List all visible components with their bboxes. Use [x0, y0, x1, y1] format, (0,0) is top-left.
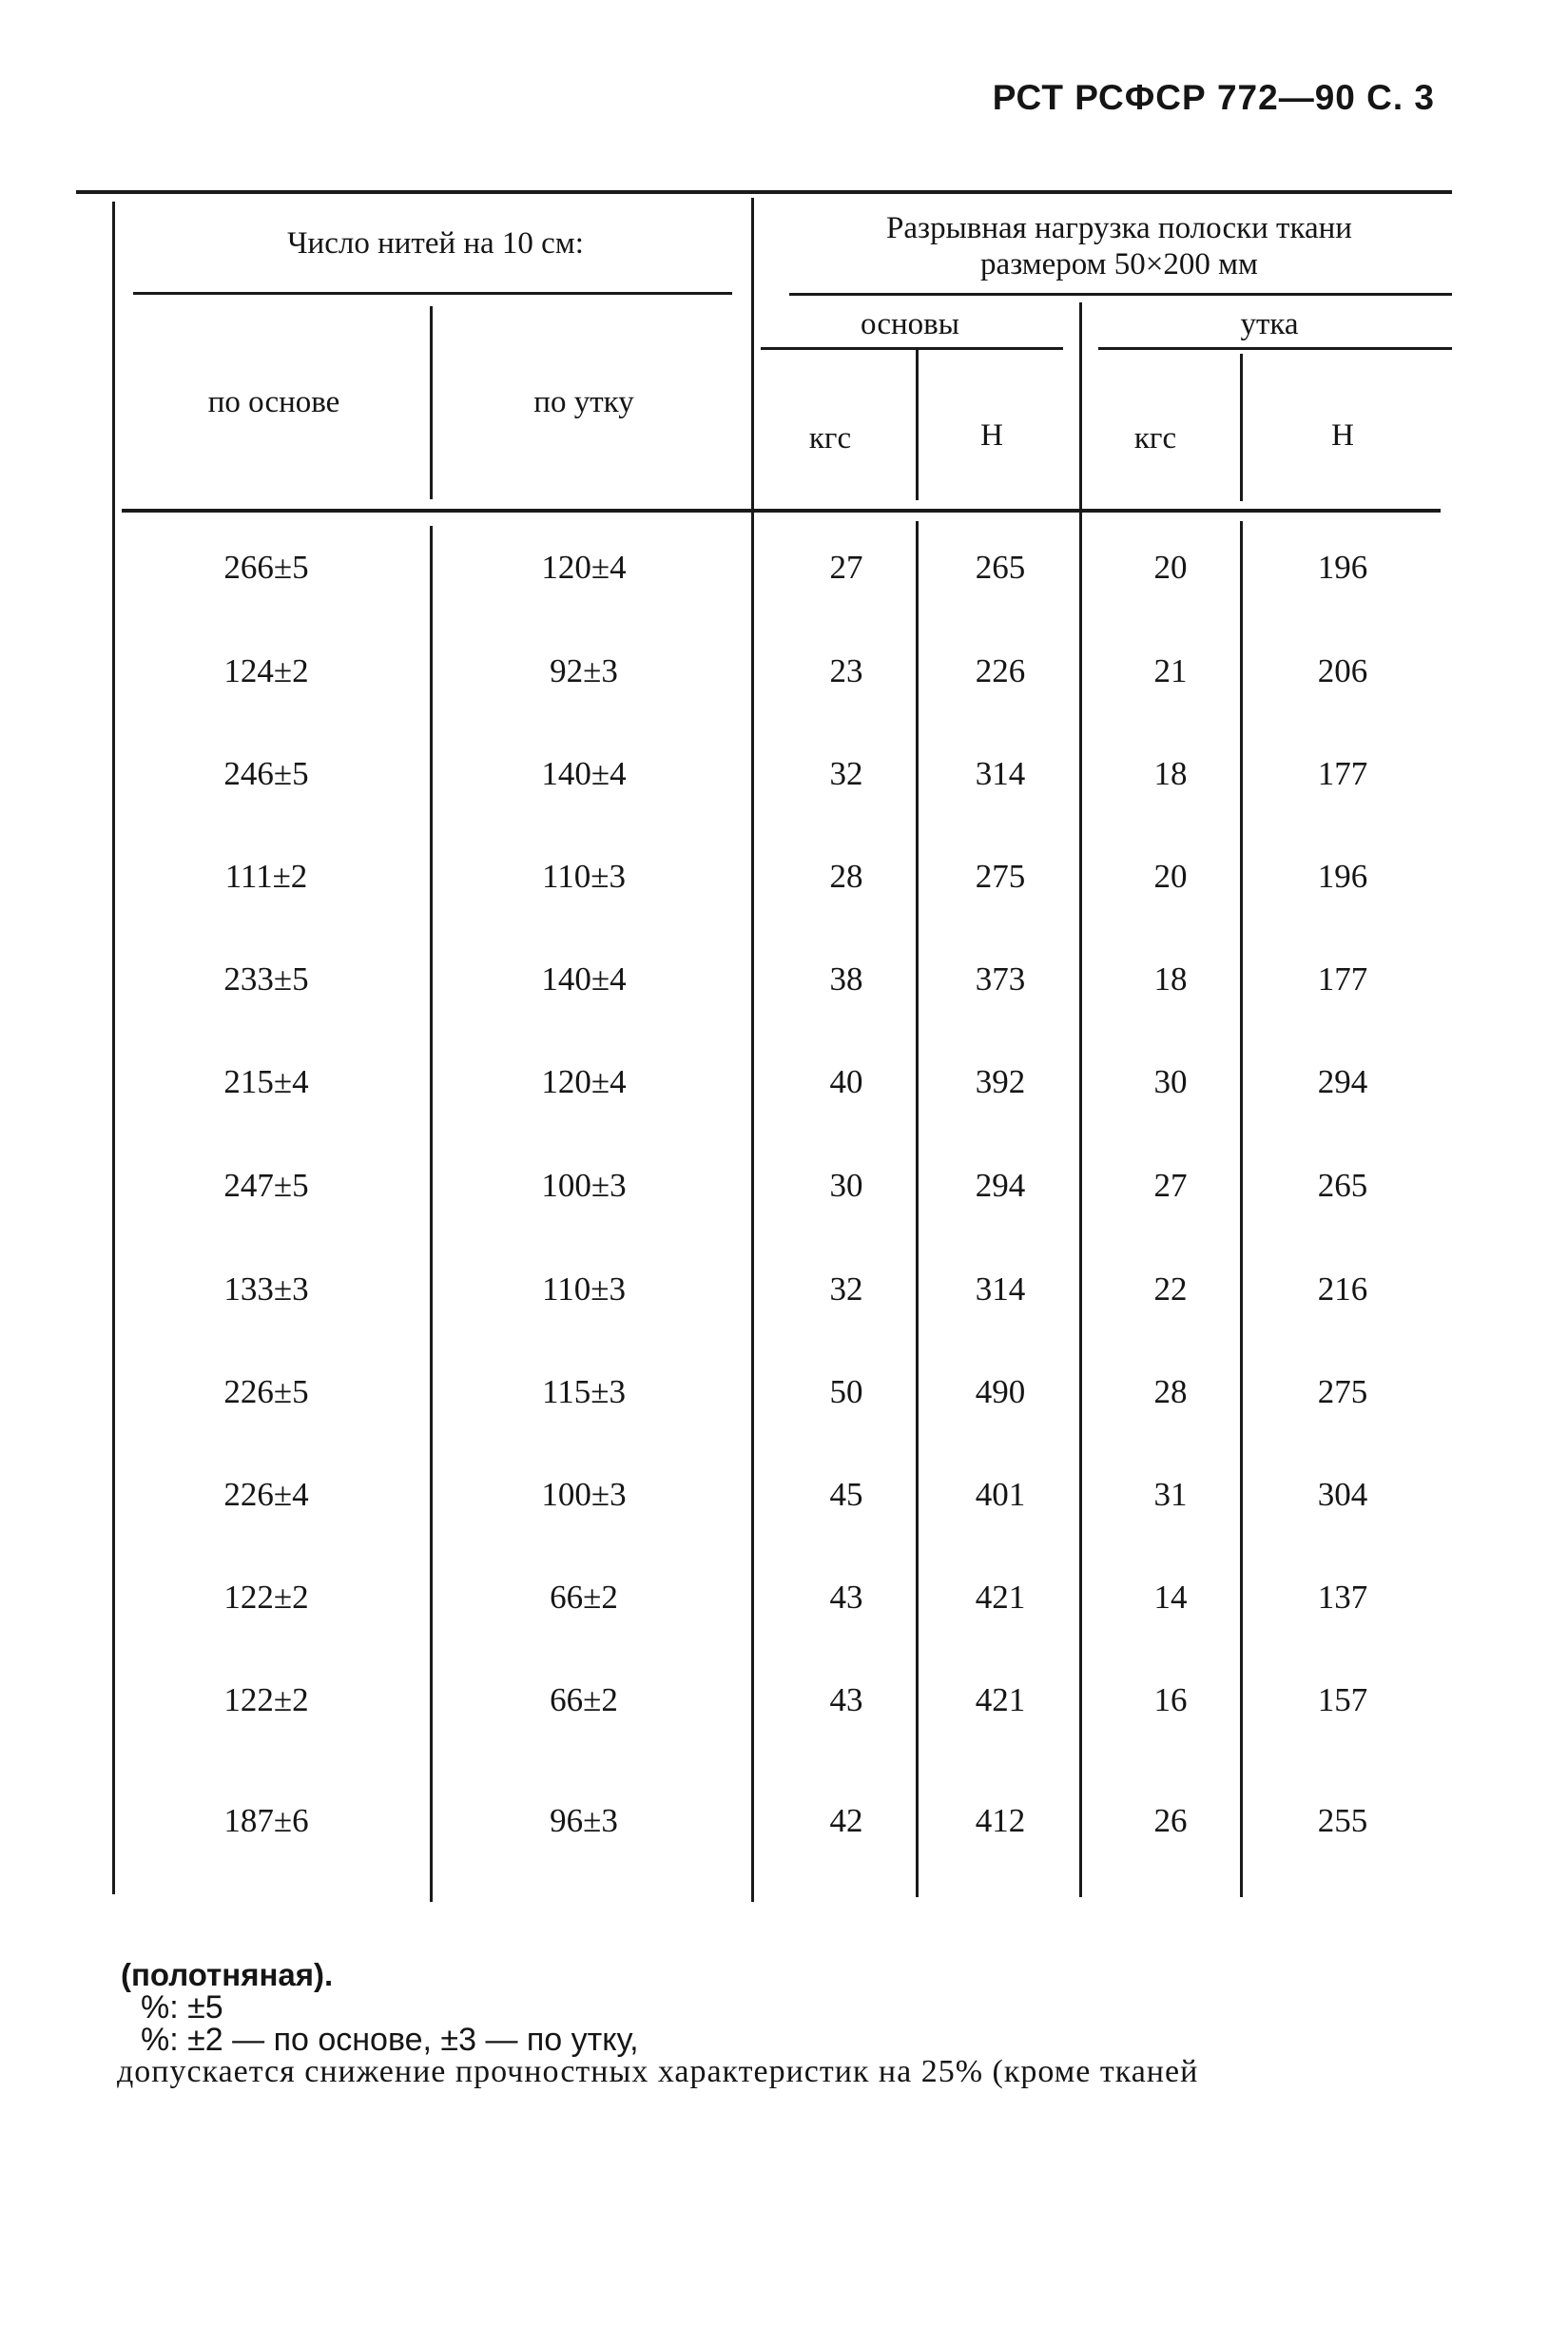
table-cell: 20 — [1153, 549, 1188, 586]
header-bottom-rule — [122, 509, 1441, 513]
table-cell: 140±4 — [541, 755, 627, 792]
table-cell: 28 — [829, 858, 863, 895]
table-cell: 421 — [975, 1681, 1026, 1718]
table-cell: 96±3 — [550, 1802, 618, 1839]
table-cell: 157 — [1317, 1681, 1368, 1718]
table-cell: 100±3 — [541, 1167, 627, 1204]
table-cell: 122±2 — [223, 1579, 309, 1616]
load-header-rule — [789, 293, 1452, 296]
table-cell: 45 — [829, 1476, 863, 1513]
table-cell: 66±2 — [550, 1579, 618, 1616]
note-line-2: %: ±5 — [141, 1989, 223, 2026]
col-header-weft: по утку — [533, 385, 634, 419]
weft-group-rule — [1098, 347, 1452, 350]
table-cell: 43 — [829, 1681, 863, 1718]
table-cell: 122±2 — [223, 1681, 309, 1718]
table-cell: 14 — [1153, 1579, 1188, 1616]
table-cell: 294 — [975, 1167, 1026, 1204]
table-cell: 27 — [1153, 1167, 1188, 1204]
table-cell: 401 — [975, 1476, 1026, 1513]
table-cell: 265 — [1317, 1167, 1368, 1204]
col-divider-weft-body — [1240, 521, 1243, 1897]
load-header-line-1: Разрывная нагрузка полоски ткани — [886, 211, 1352, 245]
table-cell: 115±3 — [542, 1373, 626, 1410]
table-cell: 255 — [1317, 1802, 1368, 1839]
table-left-border — [112, 202, 115, 1894]
group-header-weft: утка — [1240, 307, 1299, 341]
note-line-3: %: ±2 — по основе, ±3 — по утку, — [141, 2022, 639, 2058]
unit-kgf-weft: кгс — [1133, 421, 1177, 456]
table-cell: 30 — [1153, 1063, 1188, 1100]
table-cell: 43 — [829, 1579, 863, 1616]
table-cell: 226±4 — [223, 1476, 309, 1513]
table-cell: 177 — [1317, 755, 1368, 792]
unit-n-weft: Н — [1331, 418, 1354, 453]
table-cell: 32 — [829, 1270, 863, 1308]
table-cell: 38 — [829, 960, 863, 998]
col-header-warp: по основе — [207, 385, 340, 419]
table-cell: 120±4 — [541, 549, 627, 586]
table-cell: 392 — [975, 1063, 1026, 1100]
col-divider-threads-body — [430, 526, 433, 1902]
table-cell: 233±5 — [223, 960, 309, 998]
table-cell: 206 — [1317, 652, 1368, 689]
table-cell: 294 — [1317, 1063, 1368, 1100]
col-divider-groups — [1079, 302, 1082, 1897]
col-divider-warp-body — [916, 521, 919, 1897]
table-top-rule — [76, 190, 1452, 194]
table-cell: 421 — [975, 1579, 1026, 1616]
col-divider-weft — [1240, 354, 1243, 501]
table-cell: 314 — [975, 755, 1026, 792]
table-cell: 137 — [1317, 1579, 1368, 1616]
note-line-1: (полотняная). — [121, 1957, 334, 1992]
table-cell: 18 — [1153, 960, 1188, 998]
table-cell: 133±3 — [223, 1270, 309, 1308]
table-cell: 196 — [1317, 858, 1368, 895]
table-cell: 110±3 — [542, 1270, 626, 1308]
col-divider-main — [751, 198, 754, 1902]
col-divider-warp — [916, 350, 919, 500]
table-notes — [117, 1959, 1198, 2088]
table-cell: 247±5 — [223, 1167, 309, 1204]
table-cell: 31 — [1153, 1476, 1188, 1513]
load-header-line-2: размером 50×200 мм — [980, 247, 1258, 281]
table-cell: 42 — [829, 1802, 863, 1839]
table-cell: 265 — [975, 549, 1026, 586]
warp-group-rule — [761, 347, 1063, 350]
table-cell: 110±3 — [542, 858, 626, 895]
table-cell: 18 — [1153, 755, 1188, 792]
document-reference: РСТ РСФСР 772—90 С. 3 — [992, 78, 1435, 117]
table-cell: 490 — [975, 1373, 1026, 1410]
table-cell: 412 — [975, 1802, 1026, 1839]
table-cell: 22 — [1153, 1270, 1188, 1308]
table-cell: 30 — [829, 1167, 863, 1204]
table-cell: 140±4 — [541, 960, 627, 998]
table-cell: 66±2 — [550, 1681, 618, 1718]
table-cell: 314 — [975, 1270, 1026, 1308]
unit-n-warp: Н — [980, 418, 1003, 453]
table-cell: 16 — [1153, 1681, 1188, 1718]
note-line-4: допускается снижение прочностных характеристик на 25% (кроме тканей — [117, 2054, 1199, 2089]
table-cell: 111±2 — [224, 858, 308, 895]
table-cell: 20 — [1153, 858, 1188, 895]
table-cell: 304 — [1317, 1476, 1368, 1513]
table-cell: 226 — [975, 652, 1026, 689]
table-cell: 28 — [1153, 1373, 1188, 1410]
table-cell: 177 — [1317, 960, 1368, 998]
table-cell: 215±4 — [223, 1063, 309, 1100]
table-cell: 27 — [829, 549, 863, 586]
table-cell: 21 — [1153, 652, 1188, 689]
threads-header: Число нитей на 10 см: — [287, 226, 584, 261]
table-cell: 26 — [1153, 1802, 1188, 1839]
group-header-warp: основы — [861, 307, 959, 341]
table-cell: 196 — [1317, 549, 1368, 586]
table-cell: 275 — [1317, 1373, 1368, 1410]
table-cell: 275 — [975, 858, 1026, 895]
table-cell: 246±5 — [223, 755, 309, 792]
table-cell: 373 — [975, 960, 1026, 998]
table-cell: 23 — [829, 652, 863, 689]
table-cell: 216 — [1317, 1270, 1368, 1308]
table-cell: 120±4 — [541, 1063, 627, 1100]
table-cell: 187±6 — [223, 1802, 309, 1839]
threads-header-rule — [133, 292, 732, 295]
table-cell: 92±3 — [550, 652, 618, 689]
table-cell: 50 — [829, 1373, 863, 1410]
table-cell: 266±5 — [223, 549, 309, 586]
unit-kgf-warp: кгс — [808, 421, 852, 456]
table-cell: 124±2 — [223, 652, 309, 689]
table-cell: 40 — [829, 1063, 863, 1100]
table-cell: 100±3 — [541, 1476, 627, 1513]
table-cell: 226±5 — [223, 1373, 309, 1410]
col-divider-threads — [430, 306, 433, 499]
table-cell: 32 — [829, 755, 863, 792]
